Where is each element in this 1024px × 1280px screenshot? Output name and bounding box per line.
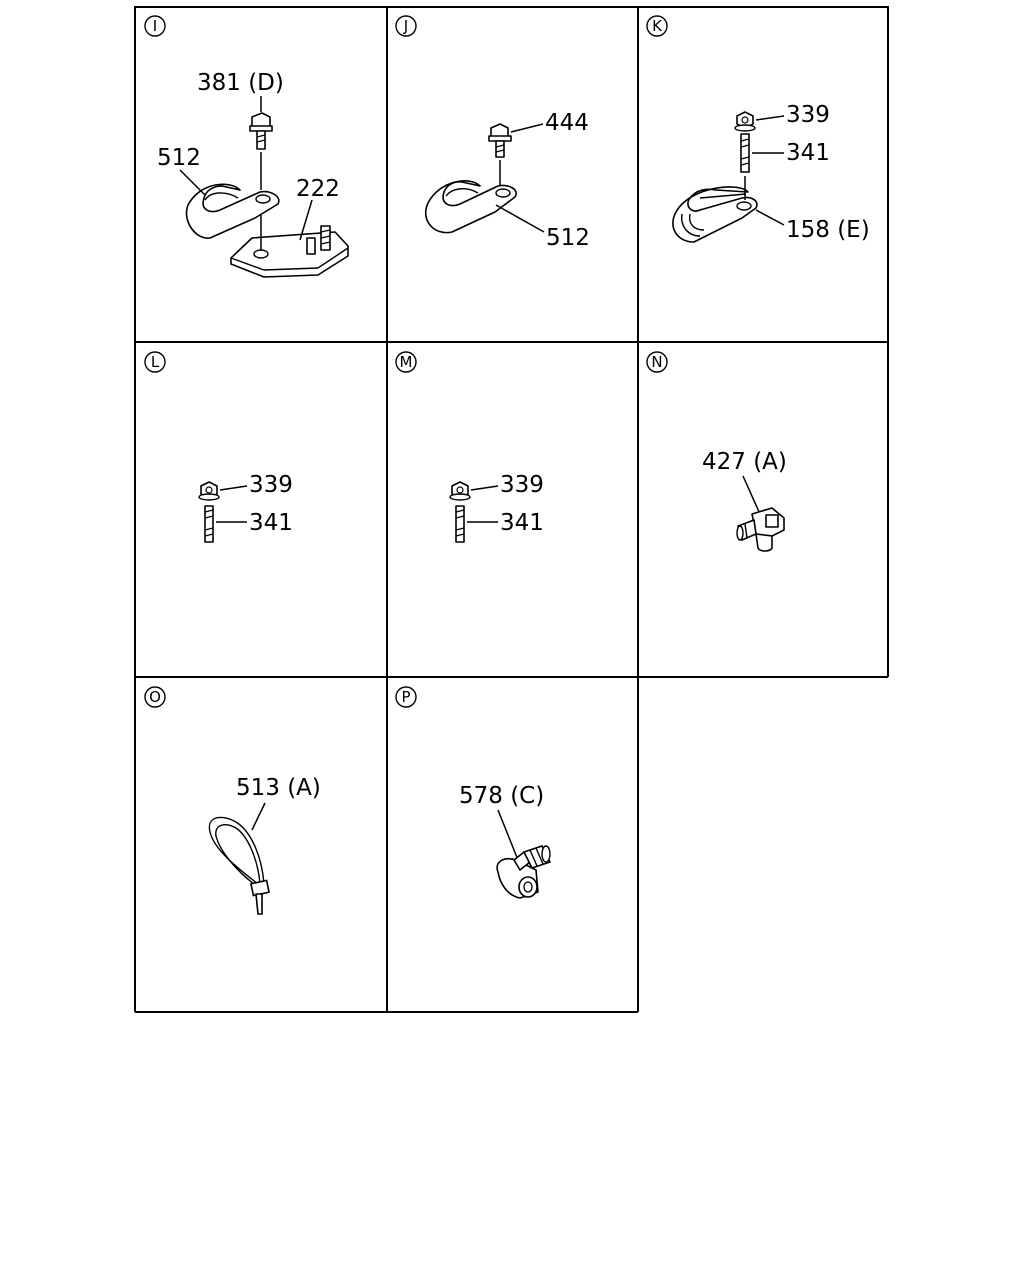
p-clamp-part [426,181,516,233]
panel-p [396,687,550,898]
panel-id: J [403,17,409,35]
panel-o [145,687,321,914]
elbow-hose-fitting-part [497,846,550,898]
callout-label: 339 [786,102,830,128]
p-clamp-part [187,184,279,238]
callout-label: 444 [545,110,589,136]
panel-id: P [401,688,411,706]
panel-j [396,16,590,251]
panel-id: M [399,353,413,371]
stud-part [741,134,749,172]
callout-label: 512 [546,225,590,251]
panel-row-1-frame [135,7,888,342]
flange-nut-part [199,482,219,500]
stud-part [205,506,213,542]
callout-label: 512 [157,145,201,171]
bracket-plate-part [231,226,348,277]
panel-id: I [152,17,158,35]
panel-k [647,16,870,243]
callout-label: 578 (C) [459,783,545,809]
callout-label: 222 [296,176,340,202]
callout-label: 341 [249,510,293,536]
bolt-part [489,124,511,157]
panel-n [647,352,787,551]
callout-label: 158 (E) [786,217,870,243]
callout-label: 339 [500,472,544,498]
panel-id: O [149,688,161,706]
panel-id: K [652,17,662,35]
callout-label: 341 [500,510,544,536]
callout-label: 381 (D) [197,70,284,96]
bolt-part [250,113,272,149]
panel-l [145,352,293,542]
callout-label: 427 (A) [702,449,787,475]
cable-tie-part [209,817,269,914]
callout-label: 339 [249,472,293,498]
panel-id: L [150,353,160,371]
elbow-fitting-part [737,508,784,551]
panel-i [145,16,348,277]
callout-label: 341 [786,140,830,166]
callout-label: 513 (A) [236,775,321,801]
flange-nut-part [450,482,470,500]
stud-part [456,506,464,542]
panel-id: N [651,353,663,371]
flange-nut-part [735,112,755,131]
panel-m [396,352,544,542]
